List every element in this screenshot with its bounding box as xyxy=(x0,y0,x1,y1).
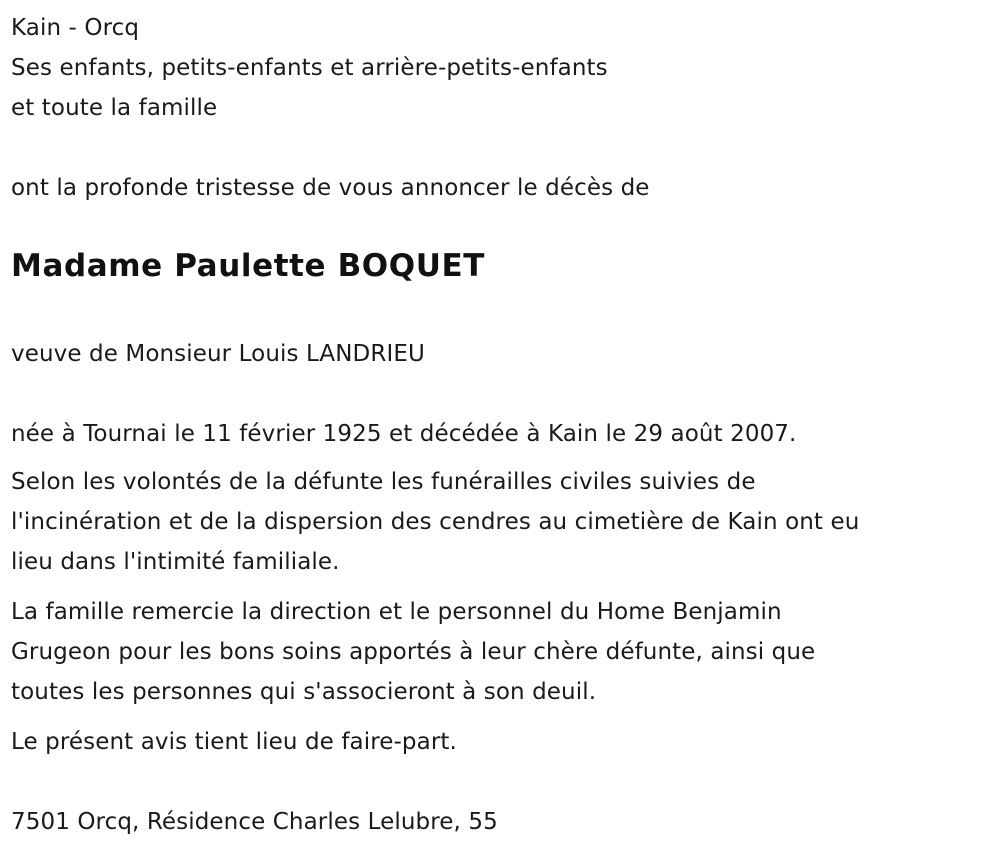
funeral-line-1: Selon les volontés de la défunte les funérailles civiles suivies de xyxy=(11,469,756,495)
announcement-line: ont la profonde tristesse de vous annoncer le décès de xyxy=(11,175,650,201)
deceased-name-heading: Madame Paulette BOQUET xyxy=(11,248,486,284)
address-line: 7501 Orcq, Résidence Charles Lelubre, 55 xyxy=(11,809,498,835)
thanks-line-2: Grugeon pour les bons soins apportés à leur chère défunte, ainsi que xyxy=(11,639,816,665)
birth-death-line: née à Tournai le 11 février 1925 et décédée à Kain le 29 août 2007. xyxy=(11,421,797,447)
thanks-line-3: toutes les personnes qui s'associeront à son deuil. xyxy=(11,679,597,705)
widow-of-line: veuve de Monsieur Louis LANDRIEU xyxy=(11,341,425,367)
family-line-1: Ses enfants, petits-enfants et arrière-petits-enfants xyxy=(11,55,608,81)
funeral-line-3: lieu dans l'intimité familiale. xyxy=(11,549,340,575)
thanks-line-1: La famille remercie la direction et le personnel du Home Benjamin xyxy=(11,599,782,625)
funeral-line-2: l'incinération et de la dispersion des cendres au cimetière de Kain ont eu xyxy=(11,509,860,535)
location-line: Kain - Orcq xyxy=(11,15,140,41)
notice-line: Le présent avis tient lieu de faire-part. xyxy=(11,729,457,755)
family-line-2: et toute la famille xyxy=(11,95,218,121)
